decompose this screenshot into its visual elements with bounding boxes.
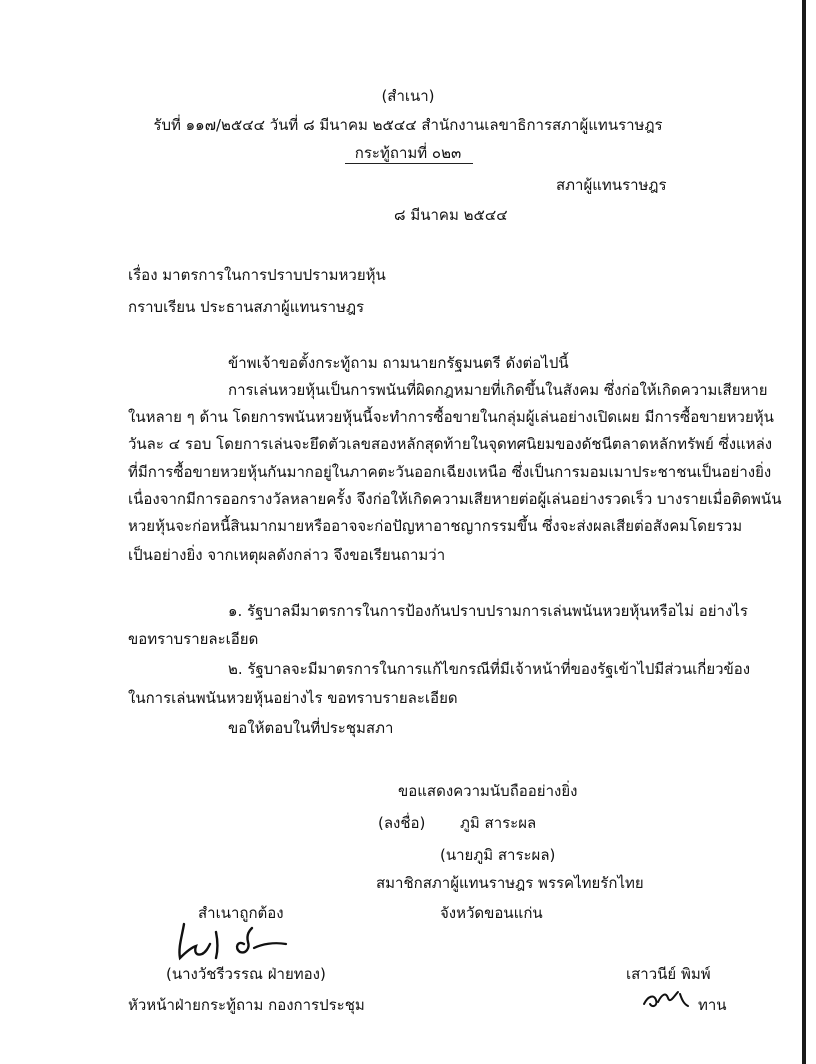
certifier-position: หัวหน้าฝ่ายกระทู้ถาม กองการประชุม: [128, 996, 365, 1014]
signer-position: สมาชิกสภาผู้แทนราษฎร พรรคไทยรักไทย: [376, 874, 644, 892]
certifier-name: (นางวัชรีวรรณ ฝ่ายทอง): [166, 965, 326, 983]
reviewer-initials: [640, 984, 692, 1014]
certified-copy-label: สำเนาถูกต้อง: [198, 904, 284, 922]
reviewer-label: ทาน: [698, 996, 727, 1014]
subject-line: เรื่อง มาตรการในการปราบปรามหวยหุ้น: [128, 266, 386, 284]
signer-province: จังหวัดขอนแก่น: [440, 904, 543, 922]
paragraph-line-7: เป็นอย่างยิ่ง จากเหตุผลดังกล่าว จึงขอเรียนถามว่า: [128, 546, 446, 564]
paragraph-line-1: การเล่นหวยหุ้นเป็นการพนันที่ผิดกฎหมายที่เกิดขึ้นในสังคม ซึ่งก่อให้เกิดความเสียหาย: [228, 381, 768, 399]
typist-note: เสาวนีย์ พิมพ์: [626, 965, 711, 983]
certifier-signature: [170, 918, 310, 968]
question-number-underline: [345, 163, 473, 164]
copy-mark: (สำเนา): [381, 87, 435, 105]
signed-label: (ลงชื่อ): [378, 814, 426, 832]
intro-line: ข้าพเจ้าขอตั้งกระทู้ถาม ถามนายกรัฐมนตรี ดังต่อไปนี้: [228, 354, 569, 372]
document-date: ๘ มีนาคม ๒๕๔๔: [394, 206, 508, 224]
closing-request: ขอให้ตอบในที่ประชุมสภา: [228, 719, 394, 737]
paragraph-line-2: ในหลาย ๆ ด้าน โดยการพนันหวยหุ้นนี้จะทำการซื้อขายในกลุ่มผู้เล่นอย่างเปิดเผย มีการซื้อขายหวยหุ้น: [128, 408, 774, 426]
salutation-line: กราบเรียน ประธานสภาผู้แทนราษฎร: [128, 298, 365, 316]
question-1-line-2: ขอทราบรายละเอียด: [128, 630, 259, 648]
question-2-line-2: ในการเล่นพนันหวยหุ้นอย่างไร ขอทราบรายละเอียด: [128, 689, 458, 707]
question-2-line-1: ๒. รัฐบาลจะมีมาตรการในการแก้ไขกรณีที่มีเจ้าหน้าที่ของรัฐเข้าไปมีส่วนเกี่ยวข้อง: [228, 660, 751, 678]
paragraph-line-6: หวยหุ้นจะก่อหนี้สินมากมายหรืออาจจะก่อปัญหาอาชญากรรมขึ้น ซึ่งจะส่งผลเสียต่อสังคมโดยรวม: [128, 517, 743, 535]
paragraph-line-3: วันละ ๔ รอบ โดยการเล่นจะยึดตัวเลขสองหลักสุดท้ายในจุดทศนิยมของดัชนีตลาดหลักทรัพย์ ซึ่งแหล่ง: [128, 435, 773, 453]
signer-full-name: (นายภูมิ สาระผล): [440, 846, 556, 864]
question-1-line-1: ๑. รัฐบาลมีมาตรการในการป้องกันปราบปรามการเล่นพนันหวยหุ้นหรือไม่ อย่างไร: [228, 602, 748, 620]
regards-line: ขอแสดงความนับถืออย่างยิ่ง: [398, 782, 578, 800]
paragraph-line-5: เนื่องจากมีการออกรางวัลหลายครั้ง จึงก่อให้เกิดความเสียหายต่อผู้เล่นอย่างรวดเร็ว บางรายเมื่อติดพนัน: [128, 490, 782, 508]
receipt-line: รับที่ ๑๑๗/๒๕๔๔ วันที่ ๘ มีนาคม ๒๕๔๔ สำนักงานเลขาธิการสภาผู้แทนราษฎร: [153, 116, 663, 134]
signer-name: ภูมิ สาระผล: [460, 814, 537, 832]
institution-name: สภาผู้แทนราษฎร: [556, 176, 667, 194]
question-number: กระทู้ถามที่ ๐๒๓: [354, 144, 462, 162]
paragraph-line-4: ที่มีการซื้อขายหวยหุ้นกันมากอยู่ในภาคตะวันออกเฉียงเหนือ ซึ่งเป็นการมอมเมาประชาชนเป็นอย่างยิ่ง: [128, 463, 772, 481]
